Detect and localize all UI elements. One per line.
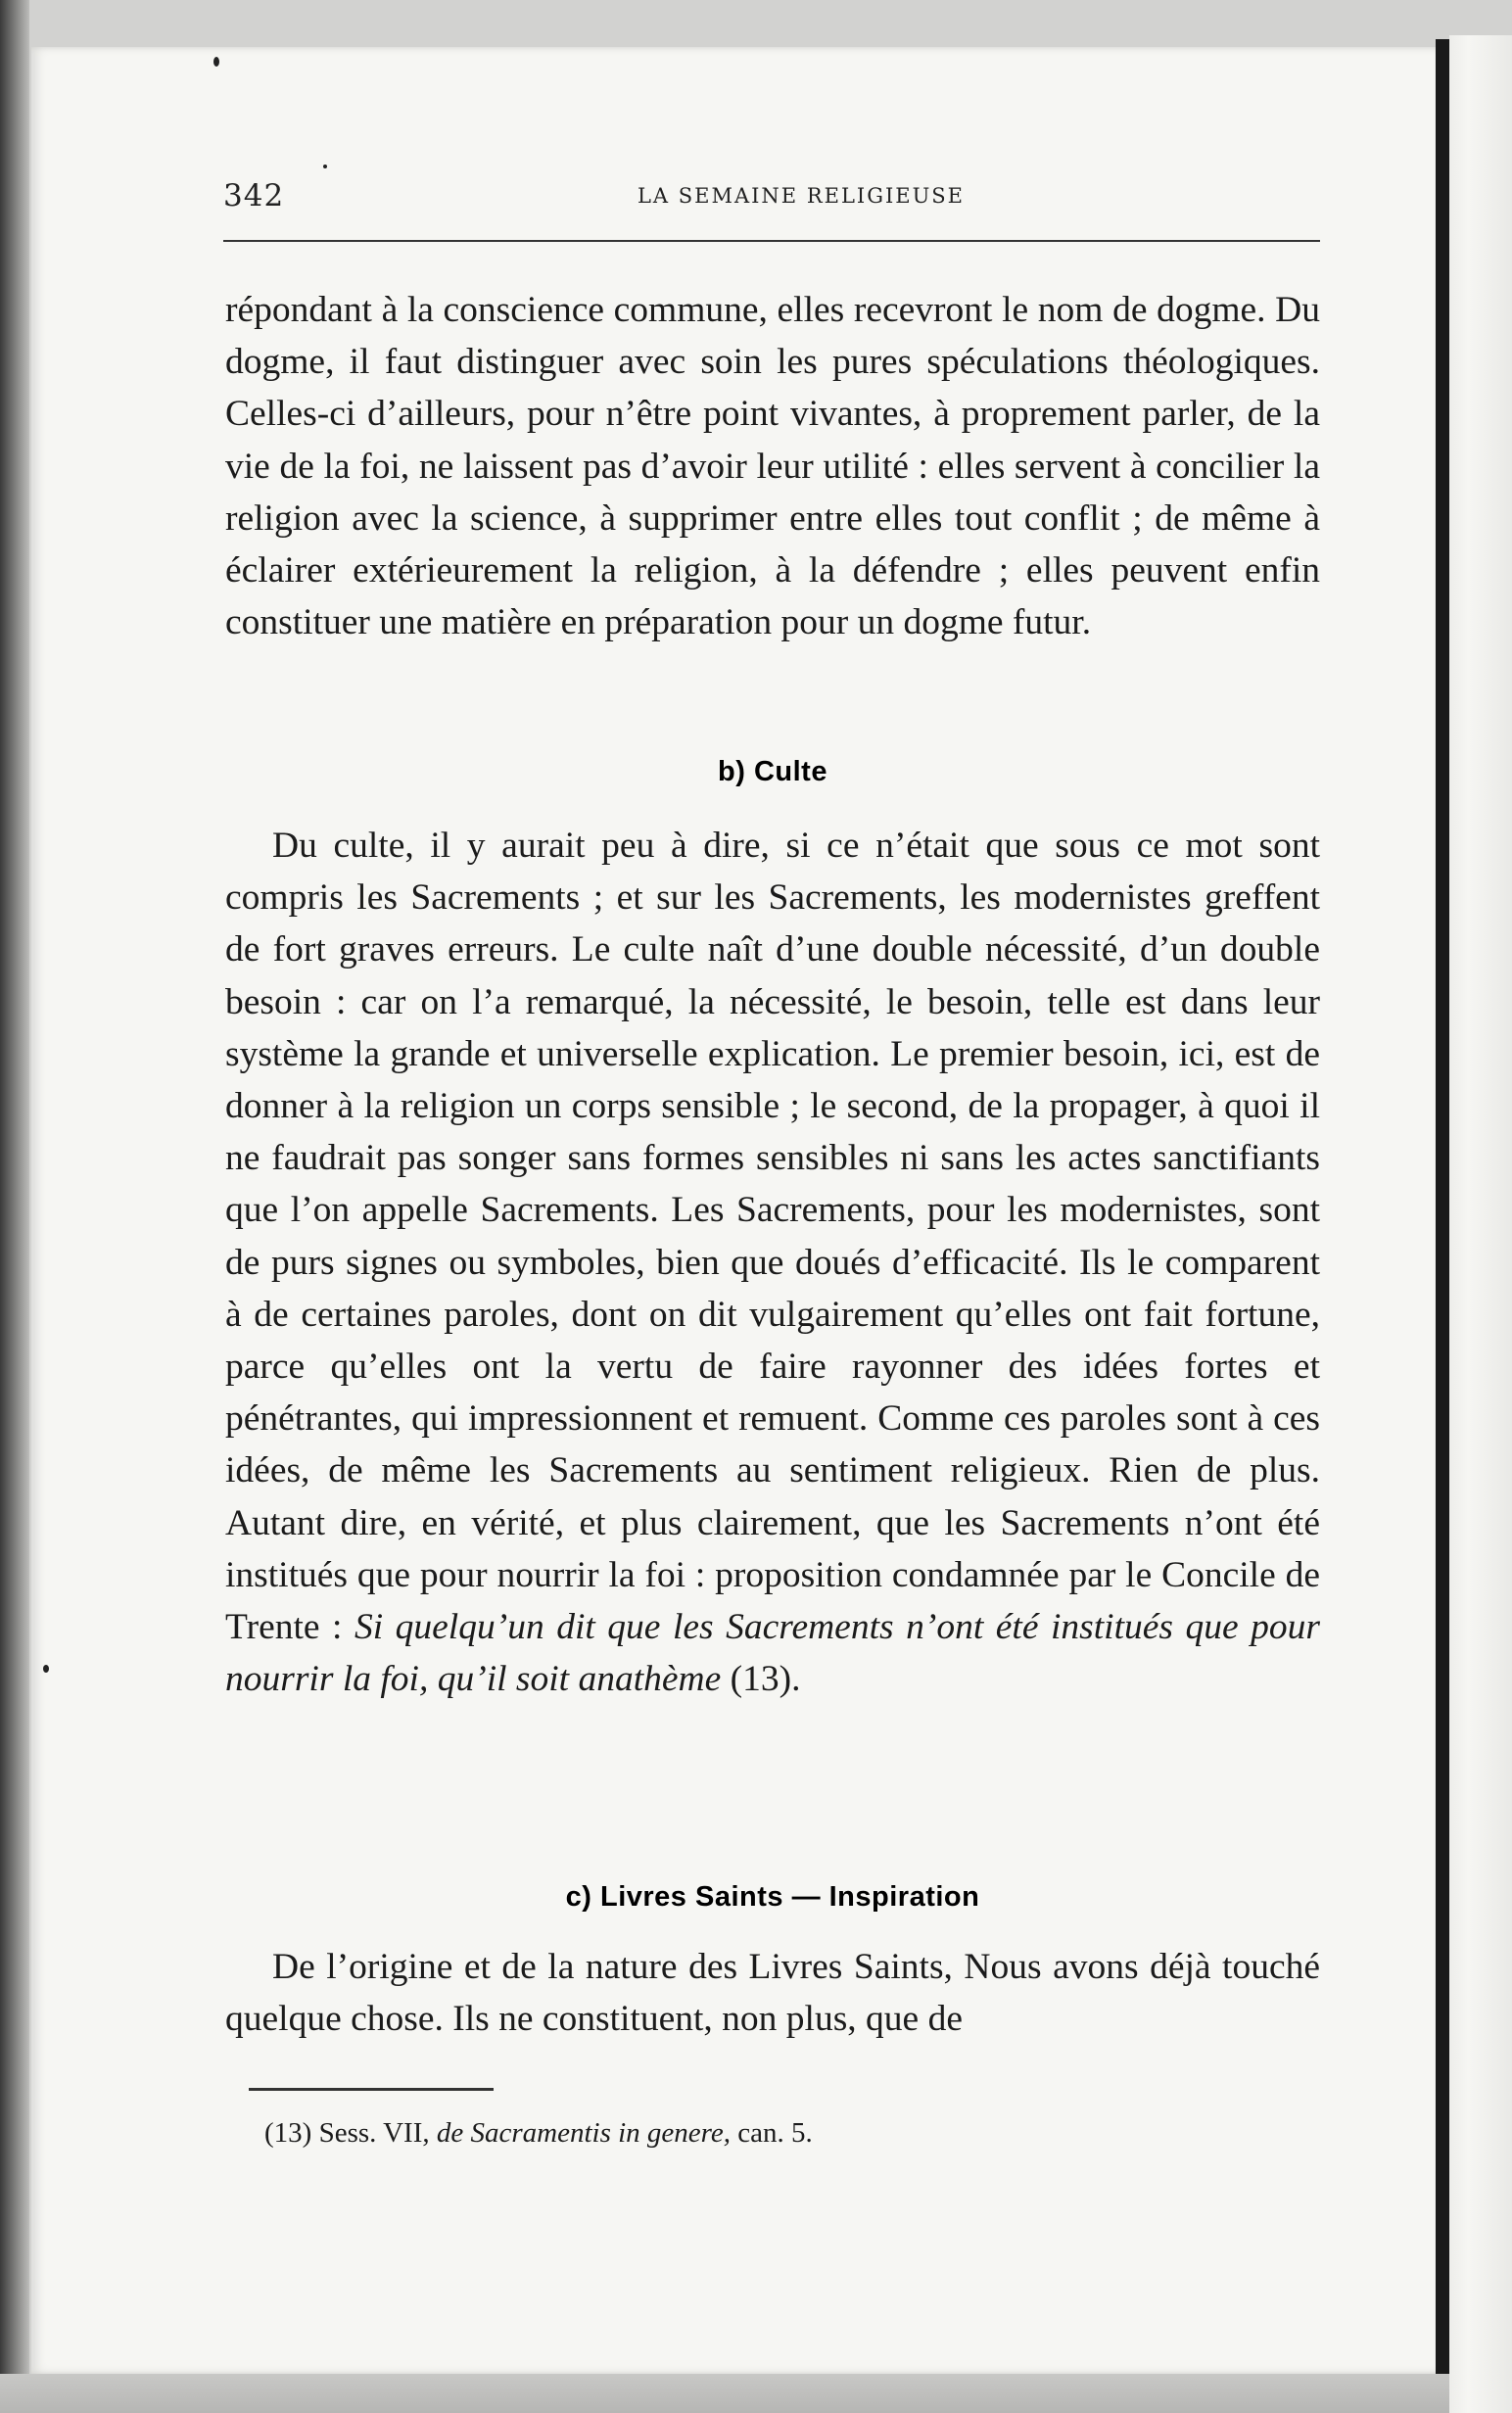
page-header <box>223 178 1320 217</box>
adjacent-page-edge <box>1449 35 1512 2413</box>
section-heading-livres-saints <box>225 1877 1320 1916</box>
paragraph-text <box>225 820 1320 1705</box>
running-title: LA SEMAINE RELIGIEUSE <box>637 184 966 208</box>
paragraph-livres-saints <box>225 1941 1320 2045</box>
section-heading-culte <box>225 752 1320 791</box>
paragraph-italic-quote: Si quelqu’un dit que les Sacrements n’ont été institués que pour nourrir la foi, qu’il soit anathème <box>225 1607 1320 1700</box>
book-binding-shadow <box>1436 39 1449 2389</box>
header-rule <box>223 240 1320 242</box>
paragraph-roman-text: Du culte, il y aurait peu à dire, si ce n’était que sous ce mot sont compris les Sacrements ; et sur les Sacrements, les modernistes greffent de fort graves erreurs. Le culte naît d’une double nécessité, d’un double besoin : car on l’a remarqué, la nécessité, le besoin, telle est dans leur système la grande et universelle explication. Le premier besoin, ici, est de donner à la religion un corps sensible ; le second, de la propager, à quoi il ne faudrait pas songer sans formes sensibles ni sans les actes sanctifiants que l’on appelle Sacrements. Les Sacrements, pour les modernistes, sont de purs signes ou symboles, bien que doués d’efficacité. Ils le comparent à de certaines paroles, dont on dit vulgairement qu’elles ont fait fortune, parce qu’elles ont la vertu de faire rayonner des idées fortes et pénétrantes, qui impressionnent et remuent. Comme ces paroles sont à ces idées, de même les Sacrements au sentiment religieux. Rien de plus. Autant dire, en vérité, et plus clairement, que les Sacrements n’ont été institués que pour nourrir la foi : proposition condamnée par le Concile de Trente : <box>225 826 1320 1648</box>
paragraph-dogme <box>225 284 1320 648</box>
bottom-shadow <box>0 2374 1449 2413</box>
footnote <box>264 2113 1293 2153</box>
footnote-end: can. 5. <box>737 2117 813 2149</box>
section-heading-text: b) Culte <box>718 756 827 787</box>
left-gutter <box>0 0 29 2413</box>
footnote-number: (13) Sess. VII, <box>264 2117 430 2149</box>
footnote-italic-title: de Sacramentis in genere, <box>436 2117 731 2149</box>
footnote-reference: (13). <box>721 1659 801 1700</box>
paragraph-text: répondant à la conscience commune, elles recevront le nom de dogme. Du dogme, il faut distinguer avec soin les pures spéculations théologiques. Celles-ci d’ailleurs, pour n’être point vivantes, à proprement parler, de la vie de la foi, ne laissent pas d’avoir leur utilité : elles servent à concilier la religion avec la science, à supprimer entre elles tout conflit ; de même à éclairer extérieurement la religion, à la défendre ; elles peuvent enfin constituer une matière en préparation pour un dogme futur. <box>225 290 1320 643</box>
paragraph-text: De l’origine et de la nature des Livres Saints, Nous avons déjà touché quelque chose. Ils ne constituent, non plus, que de <box>225 1947 1320 2040</box>
footnote-rule <box>249 2088 494 2091</box>
page-number: 342 <box>223 178 285 213</box>
section-heading-text: c) Livres Saints — Inspiration <box>565 1881 980 1913</box>
paragraph-culte <box>225 820 1320 1705</box>
